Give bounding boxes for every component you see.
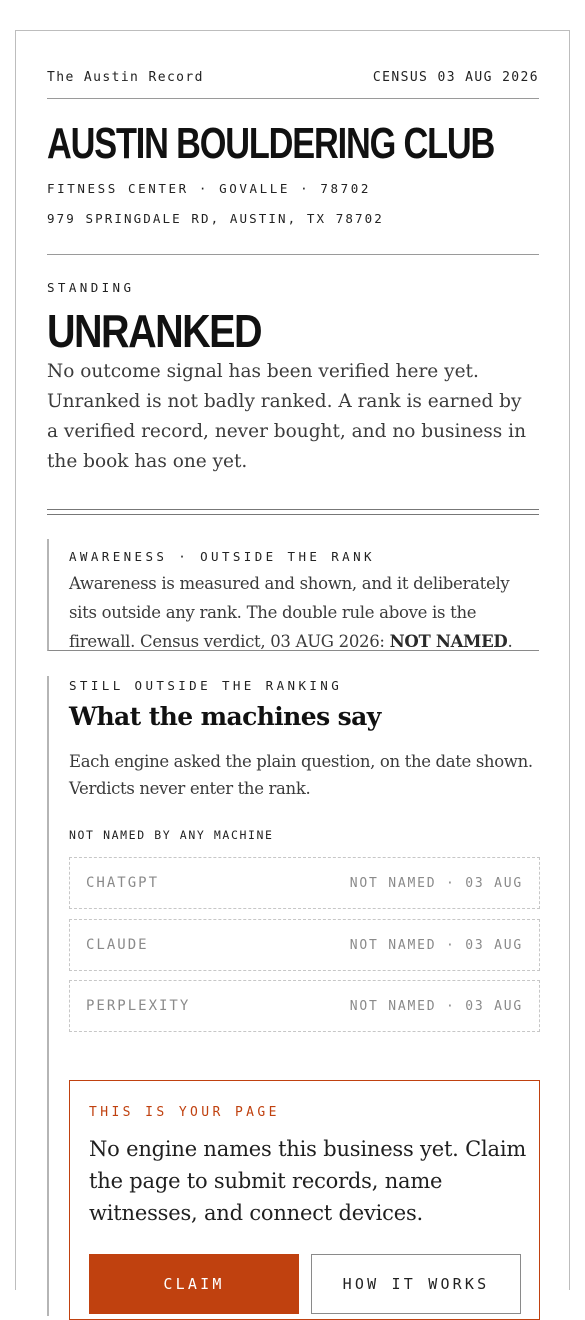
census-date: CENSUS 03 AUG 2026: [372, 69, 539, 85]
business-name: AUSTIN BOULDERING CLUB: [47, 119, 495, 168]
engine-row-perplexity: [69, 980, 540, 1032]
engine-name: CHATGPT: [86, 875, 160, 891]
engine-name: CLAUDE: [86, 937, 149, 953]
standing-description: No outcome signal has been verified here yet. Unranked is not badly ranked. A rank is earned by a verified record, never bought, and no business in the book has one yet.: [47, 361, 526, 472]
section-rule: [47, 254, 539, 255]
firewall-double-rule: [47, 509, 539, 515]
claim-text: No engine names this business yet. Claim the page to submit records, name witnesses, and connect devices.: [89, 1137, 527, 1225]
how-it-works-button[interactable]: HOW IT WORKS: [311, 1254, 521, 1314]
business-address: 979 SPRINGDALE RD, AUSTIN, TX 78702: [47, 211, 384, 226]
machines-sublabel: NOT NAMED BY ANY MACHINE: [69, 828, 274, 842]
business-category: FITNESS CENTER · GOVALLE · 78702: [47, 181, 372, 196]
machines-heading: What the machines say: [69, 702, 381, 731]
awareness-section: [47, 539, 539, 651]
machines-section: [47, 676, 539, 1316]
awareness-label: AWARENESS · OUTSIDE THE RANK: [69, 549, 375, 564]
engine-verdict: NOT NAMED · 03 AUG: [349, 998, 523, 1014]
masthead-rule: [47, 98, 539, 99]
engine-row-claude: [69, 919, 540, 971]
masthead: [47, 67, 539, 87]
engine-name: PERPLEXITY: [86, 998, 191, 1014]
page-card: [15, 30, 570, 1293]
publication-name: The Austin Record: [47, 69, 204, 85]
claim-label: THIS IS YOUR PAGE: [89, 1105, 280, 1120]
standing-label: STANDING: [47, 280, 135, 295]
standing-value: UNRANKED: [47, 305, 261, 357]
awareness-body: Awareness is measured and shown, and it deliberately sits outside any rank. The double rule above is the firewall. Census verdict, 03 AUG 2026:: [69, 574, 510, 651]
awareness-verdict: NOT NAMED: [389, 632, 508, 651]
claim-panel: [69, 1080, 540, 1320]
engine-verdict: NOT NAMED · 03 AUG: [349, 937, 523, 953]
engine-verdict: NOT NAMED · 03 AUG: [349, 875, 523, 891]
machines-description: Each engine asked the plain question, on the date shown. Verdicts never enter the rank.: [69, 752, 533, 798]
awareness-text: [69, 569, 539, 656]
machines-label: STILL OUTSIDE THE RANKING: [69, 678, 343, 693]
claim-button[interactable]: CLAIM: [89, 1254, 299, 1314]
engine-row-chatgpt: [69, 857, 540, 909]
awareness-end: .: [507, 632, 513, 651]
